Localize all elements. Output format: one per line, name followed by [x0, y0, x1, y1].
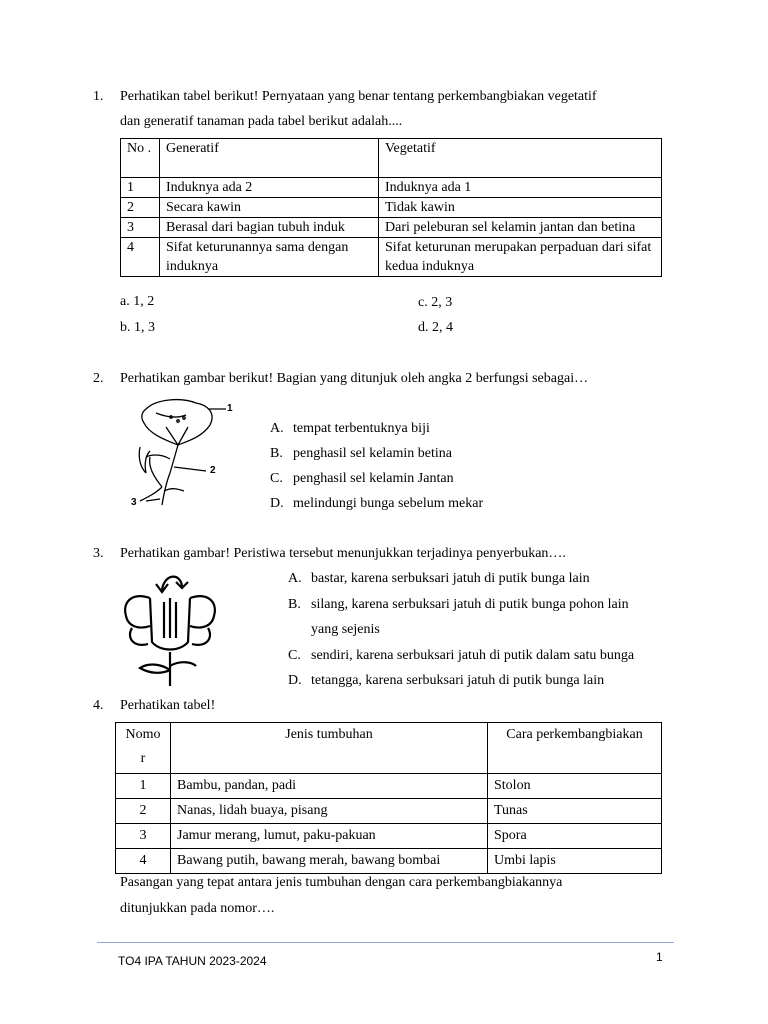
cell: 3 [121, 218, 160, 238]
q2-option-d [270, 496, 483, 512]
cell: Bambu, pandan, padi [171, 774, 488, 799]
header-nomor: Nomo r [116, 723, 171, 774]
q1-option-b: b. 1, 3 [120, 320, 155, 335]
q2-option-b [270, 446, 452, 462]
option-letter: C. [270, 471, 283, 486]
cell: Umbi lapis [488, 849, 662, 874]
q2-option-a [270, 421, 430, 437]
option-text: yang sejenis [311, 622, 380, 637]
table-header-row [121, 139, 662, 178]
question-3-text: Perhatikan gambar! Peristiwa tersebut menunjukkan terjadinya penyerbukan…. [120, 546, 566, 561]
option-letter: B. [270, 446, 283, 461]
question-1-text: Perhatikan tabel berikut! Pernyataan yang benar tentang perkembangbiakan vegetatif [120, 89, 597, 104]
cell: 1 [121, 178, 160, 198]
cell: Induknya ada 1 [379, 178, 662, 198]
cell: Spora [488, 824, 662, 849]
option-letter: B. [288, 597, 301, 612]
option-letter: D. [288, 673, 302, 688]
option-letter: C. [288, 648, 301, 663]
footer-title: TO4 IPA TAHUN 2023-2024 [118, 954, 267, 968]
option-text: silang, karena serbuksari jatuh di putik bunga pohon lain [311, 597, 629, 612]
question-2-number: 2. [93, 371, 104, 386]
pollination-drawing [120, 568, 220, 690]
question-1-text-cont: dan generatif tanaman pada tabel berikut adalah.... [120, 114, 403, 129]
question-4-followup-cont: ditunjukkan pada nomor…. [120, 901, 275, 916]
table-row [121, 198, 662, 218]
cell: 3 [116, 824, 171, 849]
option-text: melindungi bunga sebelum mekar [293, 496, 484, 511]
q1-option-c: c. 2, 3 [418, 295, 453, 310]
option-letter: A. [270, 421, 284, 436]
q1-option-a: a. 1, 2 [120, 294, 155, 309]
q3-option-a [288, 571, 590, 587]
question-1-number: 1. [93, 89, 104, 104]
cell: Bawang putih, bawang merah, bawang bombai [171, 849, 488, 874]
cell: Berasal dari bagian tubuh induk [160, 218, 379, 238]
pollination-diagram [120, 568, 220, 690]
q4-table [115, 722, 662, 874]
table-row [116, 824, 662, 849]
table-row [116, 799, 662, 824]
question-4-followup: Pasangan yang tepat antara jenis tumbuhan dengan cara perkembangbiakannya [120, 875, 563, 890]
table-row [121, 238, 662, 277]
header-vegetatif: Vegetatif [379, 139, 662, 178]
q3-option-b [288, 597, 629, 613]
header-no: No . [121, 139, 160, 178]
cell: 1 [116, 774, 171, 799]
cell: 4 [116, 849, 171, 874]
q3-option-c [288, 648, 634, 664]
header-jenis: Jenis tumbuhan [171, 723, 488, 774]
q2-option-c [270, 471, 454, 487]
cell: Nanas, lidah buaya, pisang [171, 799, 488, 824]
q3-option-d [288, 673, 604, 689]
cell: Tidak kawin [379, 198, 662, 218]
question-4-number: 4. [93, 698, 104, 713]
option-text: sendiri, karena serbuksari jatuh di putik dalam satu bunga [311, 648, 635, 663]
table-row [116, 774, 662, 799]
table-row [121, 178, 662, 198]
cell: Jamur merang, lumut, paku-pakuan [171, 824, 488, 849]
cell: Tunas [488, 799, 662, 824]
cell: Dari peleburan sel kelamin jantan dan betina [379, 218, 662, 238]
question-3-number: 3. [93, 546, 104, 561]
table-header-row [116, 723, 662, 774]
q1-table [120, 138, 662, 277]
question-4-text: Perhatikan tabel! [120, 698, 216, 713]
cell: 4 [121, 238, 160, 277]
table-row [121, 218, 662, 238]
option-text: tempat terbentuknya biji [293, 421, 430, 436]
flower-drawing [126, 397, 246, 515]
q3-option-b-cont [288, 622, 380, 638]
header-generatif: Generatif [160, 139, 379, 178]
option-letter: D. [270, 496, 284, 511]
option-letter: A. [288, 571, 302, 586]
cell: Sifat keturunannya sama dengan induknya [160, 238, 379, 277]
option-text: bastar, karena serbuksari jatuh di putik bunga lain [311, 571, 590, 586]
header-cara: Cara perkembangbiakan [488, 723, 662, 774]
figure-label-1: 1 [227, 403, 233, 414]
cell: Stolon [488, 774, 662, 799]
option-text: penghasil sel kelamin Jantan [293, 471, 454, 486]
question-2-text: Perhatikan gambar berikut! Bagian yang ditunjuk oleh angka 2 berfungsi sebagai… [120, 371, 589, 386]
option-text: penghasil sel kelamin betina [293, 446, 453, 461]
footer-divider [97, 942, 674, 943]
cell: Sifat keturunan merupakan perpaduan dari sifat kedua induknya [379, 238, 662, 277]
cell: 2 [121, 198, 160, 218]
figure-label-3: 3 [131, 497, 137, 508]
page-number: 1 [656, 950, 663, 964]
option-text: tetangga, karena serbuksari jatuh di putik bunga lain [311, 673, 605, 688]
q1-option-d: d. 2, 4 [418, 320, 453, 335]
figure-label-2: 2 [210, 465, 216, 476]
cell: 2 [116, 799, 171, 824]
flower-diagram [126, 397, 246, 515]
cell: Secara kawin [160, 198, 379, 218]
cell: Induknya ada 2 [160, 178, 379, 198]
table-row [116, 849, 662, 874]
